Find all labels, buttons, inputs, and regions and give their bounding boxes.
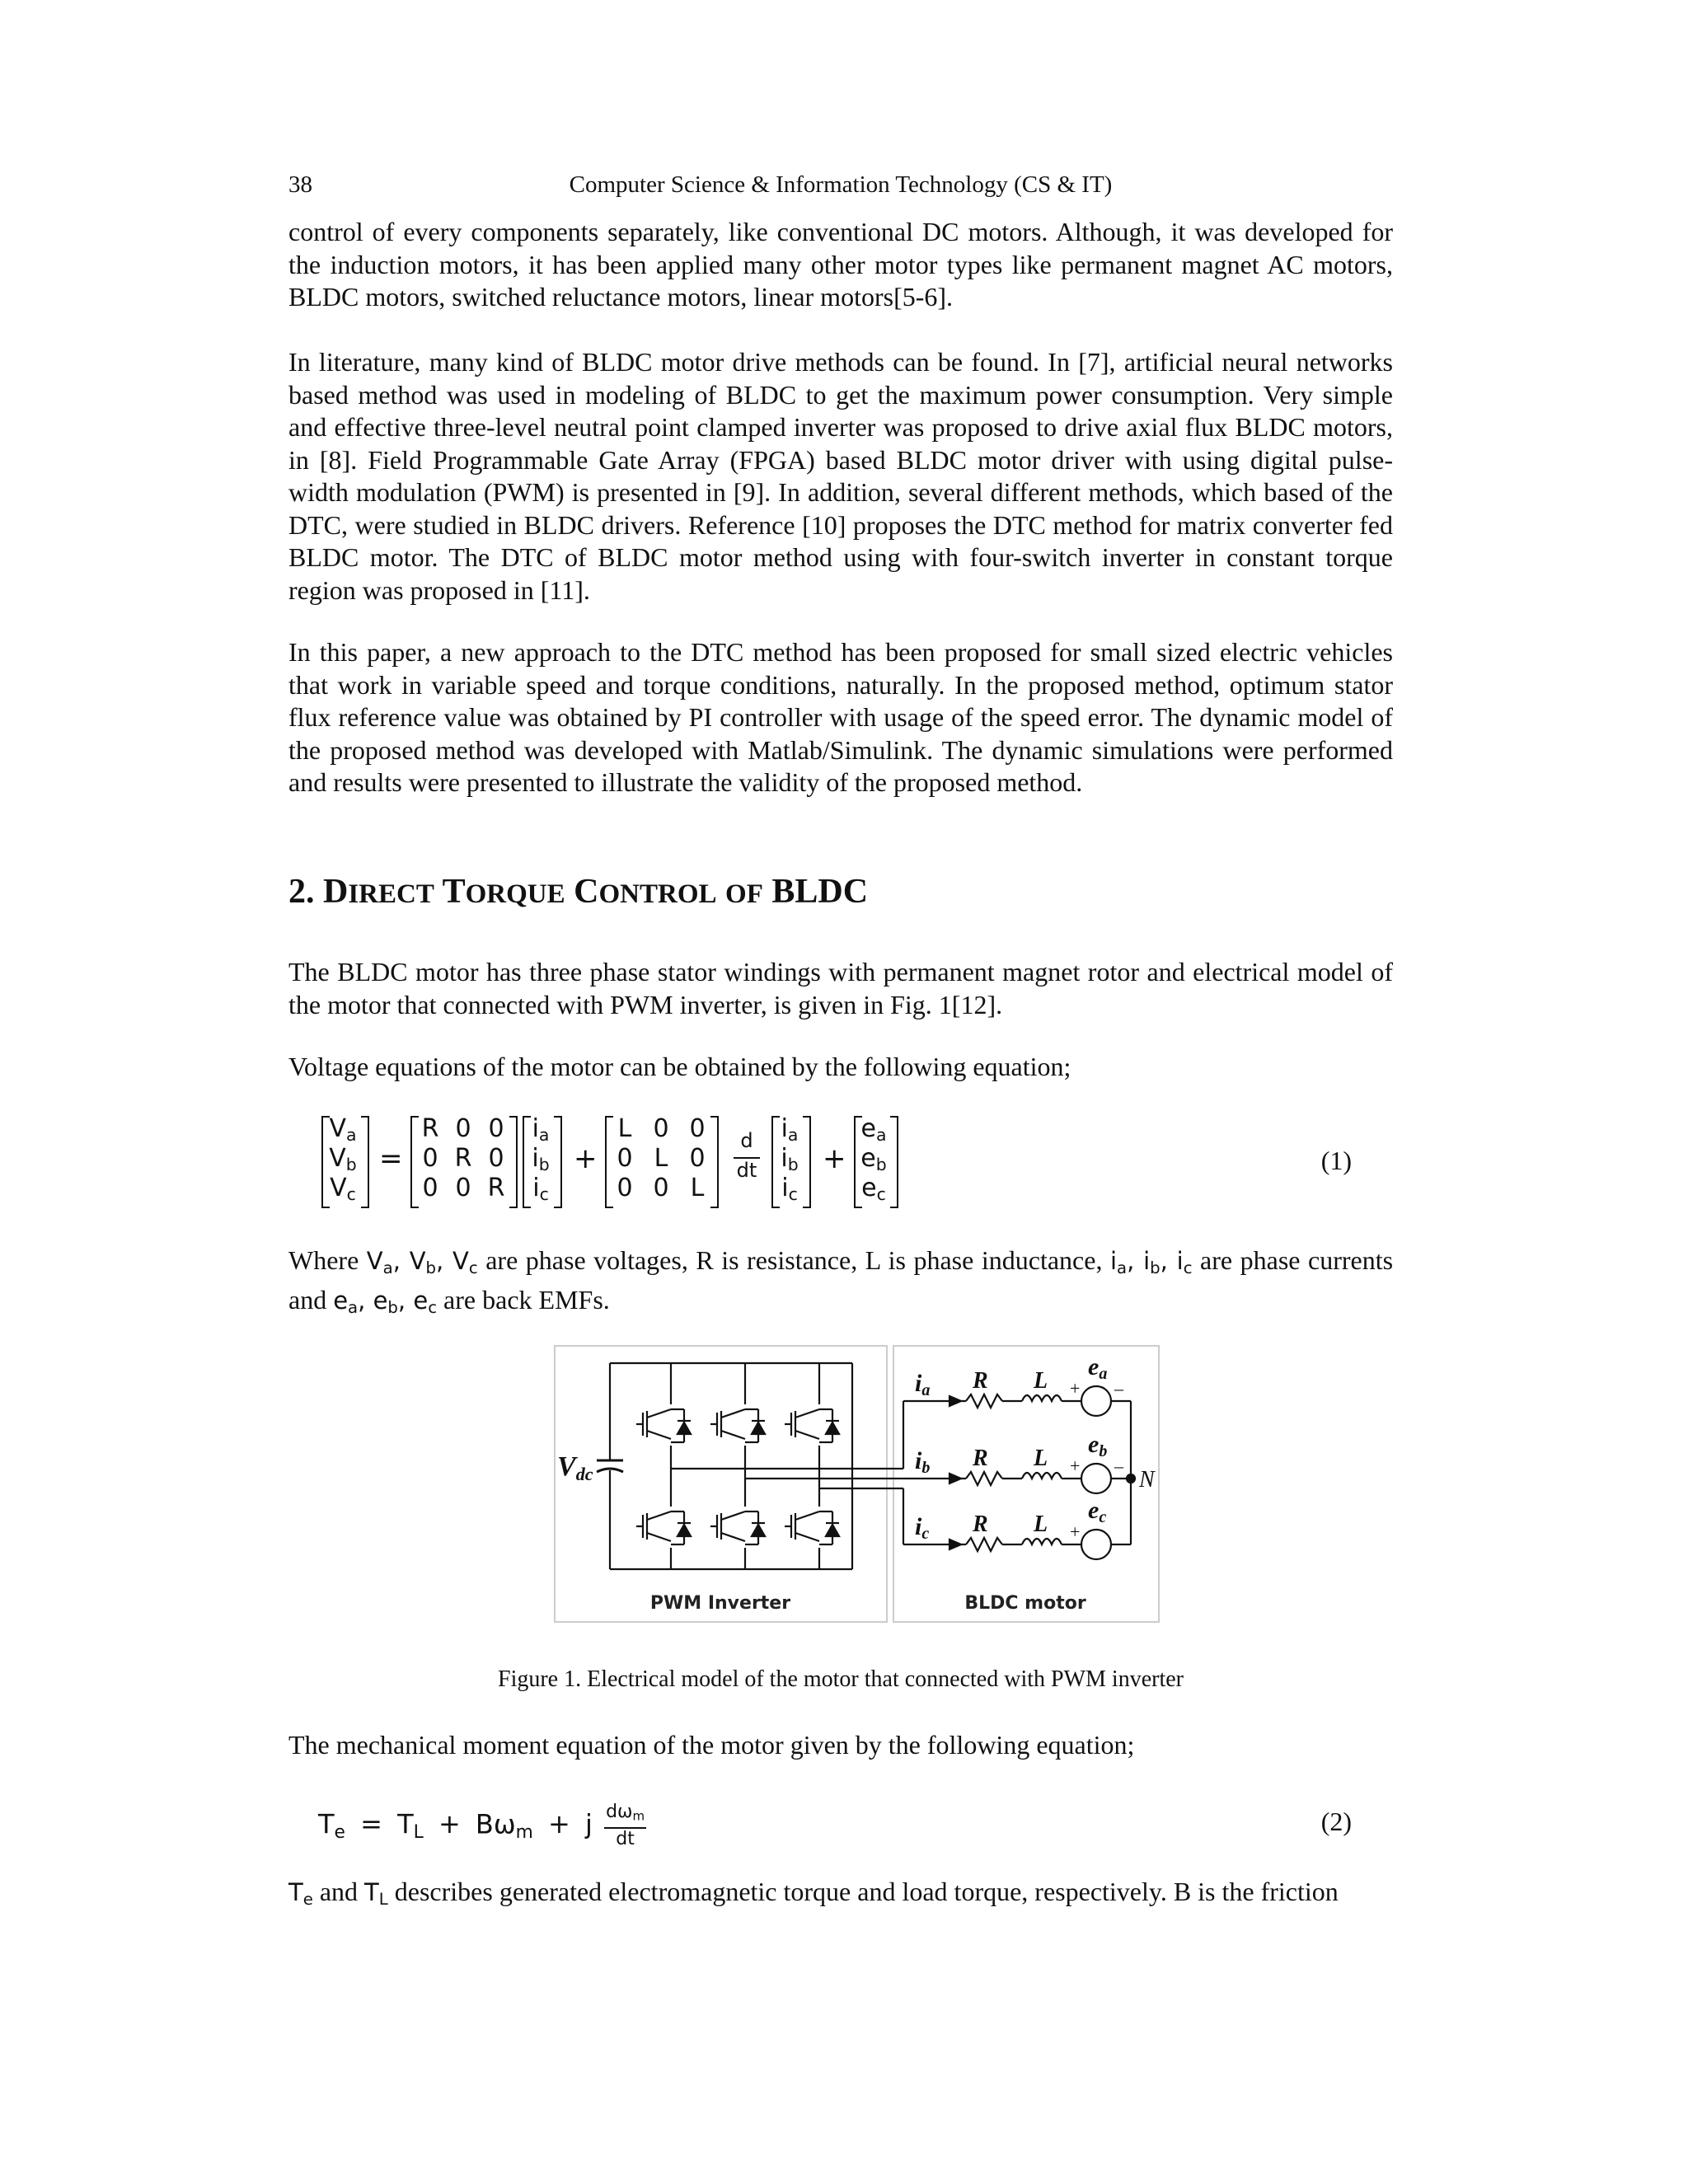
section-heading xyxy=(288,872,868,912)
page-number: 38 xyxy=(288,171,312,198)
paragraph-8 xyxy=(288,1876,1393,1915)
svg-text:–: – xyxy=(1114,1455,1123,1476)
section-word: DIRECT xyxy=(323,873,434,911)
paragraph-where xyxy=(288,1244,1393,1324)
current-label-b: ib xyxy=(915,1447,931,1477)
emf-label-b: eb xyxy=(1088,1431,1108,1460)
neutral-point xyxy=(1127,1474,1135,1483)
current-label-a: ia xyxy=(915,1370,931,1399)
journal-title: Computer Science & Information Technology (CS & IT) xyxy=(569,171,1113,198)
emf-source-a xyxy=(1081,1386,1111,1416)
running-header xyxy=(288,171,1393,204)
paragraph-7 xyxy=(288,1729,1393,1762)
section-word: OF xyxy=(725,879,763,909)
svg-text:–: – xyxy=(1114,1378,1123,1399)
paragraph-text: $T_e$ and $T_L$ describes generated electromagnetic torque and load torque, respectively. B is the friction xyxy=(288,1877,1339,1909)
resistor-label-a: R xyxy=(973,1368,988,1394)
inductor-label-b: L xyxy=(1034,1446,1048,1471)
section-number: 2. xyxy=(288,873,315,911)
circuit-diagram xyxy=(554,1345,1160,1627)
paragraph-1 xyxy=(288,216,1393,314)
paragraph-text: In this paper, a new approach to the DTC method has been proposed for small sized electric vehicles that work in variable speed and torque conditions, naturally. In the proposed method, optimum stator flux reference value was obtained by PI controller with usage of the speed error. The dynamic model of the proposed method was developed with Matlab/Simulink. The dynamic simulations were performed and results were presented to illustrate the validity of the proposed method. xyxy=(288,637,1393,797)
paragraph-text: The mechanical moment equation of the motor given by the following equation; xyxy=(288,1730,1135,1760)
switch-upper-b xyxy=(710,1404,768,1446)
paragraph-text: In literature, many kind of BLDC motor drive methods can be found. In [7], artificial neural networks based method was used in modeling of BLDC to get the maximum power consumption. Very simple and effective three-level neutral point clamped inverter was proposed to drive axial flux BLDC motors, in [8]. Field Programmable Gate Array (FPGA) based BLDC motor driver with using digital pulse-width modulation (PWM) is presented in [9]. In addition, several different methods, which based of the DTC, were studied in BLDC drivers. Reference [10] proposes the DTC method for matrix converter fed BLDC motor. The DTC of BLDC motor method using with four-switch inverter in constant torque region was proposed in [11]. xyxy=(288,347,1393,605)
paragraph-text: control of every components separately, like conventional DC motors. Although, it was developed for the induction motors, it has been applied many other motor types like permanent magnet AC motors, BLDC motors, switched reluctance motors, linear motors[5-6]. xyxy=(288,217,1393,312)
figure-caption: Figure 1. Electrical model of the motor that connected with PWM inverter xyxy=(498,1666,1184,1692)
section-word: BLDC xyxy=(771,873,869,911)
svg-text:+: + xyxy=(1070,1521,1081,1542)
switch-upper-c xyxy=(785,1404,842,1446)
inverter-panel-frame xyxy=(555,1346,887,1622)
emf-source-c xyxy=(1081,1530,1111,1559)
paragraph-3 xyxy=(288,636,1393,799)
paragraph-2 xyxy=(288,346,1393,607)
paragraph-4 xyxy=(288,956,1393,1021)
paragraph-text: Voltage equations of the motor can be obtained by the following equation; xyxy=(288,1052,1071,1081)
motor-label: BLDC motor xyxy=(964,1593,1086,1614)
resistor-label-c: R xyxy=(973,1511,988,1537)
emf-source-b xyxy=(1081,1464,1111,1493)
equation-number: (1) xyxy=(1320,1146,1352,1175)
section-word: CONTROL xyxy=(574,873,717,911)
inverter-leg-a xyxy=(671,1363,892,1569)
paragraph-text: Where $V_a$, $V_b$, $V_c$ are phase voltages, R is resistance, L is phase inductance, $i_a$, $i_b$, $i_c$ are phase currents and $e_a$, $e_b$, $e_c$ are back EMFs. xyxy=(288,1245,1394,1318)
neutral-label: N xyxy=(1139,1467,1155,1493)
paragraph-text: The BLDC motor has three phase stator windings with permanent magnet rotor and electrical model of the motor that connected with PWM inverter, is given in Fig. 1[12]. xyxy=(288,957,1393,1019)
torque-equation: $T_e = T_L + B\omega_m + j$ $d\omega_m$ dt xyxy=(318,1802,645,1849)
figure-1 xyxy=(554,1345,1160,1631)
emf-label-a: ea xyxy=(1088,1353,1108,1383)
inductor-label-c: L xyxy=(1034,1511,1048,1537)
vdc-label: Vdc xyxy=(557,1451,593,1484)
svg-text:+: + xyxy=(1070,1378,1081,1399)
switch-lower-a xyxy=(636,1507,694,1548)
inverter-label: PWM Inverter xyxy=(649,1593,791,1614)
switch-upper-a xyxy=(636,1404,694,1446)
resistor-label-b: R xyxy=(973,1446,988,1471)
emf-label-c: ec xyxy=(1088,1497,1107,1526)
equation-number: (2) xyxy=(1320,1807,1352,1836)
switch-lower-c xyxy=(785,1507,842,1548)
switch-lower-b xyxy=(710,1507,768,1548)
section-word: TORQUE xyxy=(442,873,565,911)
equation-2 xyxy=(288,1790,1393,1848)
inductor-label-a: L xyxy=(1034,1368,1048,1394)
svg-text:+: + xyxy=(1070,1455,1081,1476)
current-label-c: ic xyxy=(915,1513,930,1543)
paragraph-5 xyxy=(288,1051,1393,1084)
equation-1 xyxy=(288,1114,1393,1213)
voltage-matrix-equation: $V_a$ $V_b$ $V_c$ = R 0 0 0 R 0 0 0 R $i_a$ $i_b$ $i_c$ + L 0 0 0 L 0 0 0 L d dt $i_a$ $i_b$ $i_c$ + $e_a$ $e_b$ $e_c$ xyxy=(321,1114,1146,1213)
